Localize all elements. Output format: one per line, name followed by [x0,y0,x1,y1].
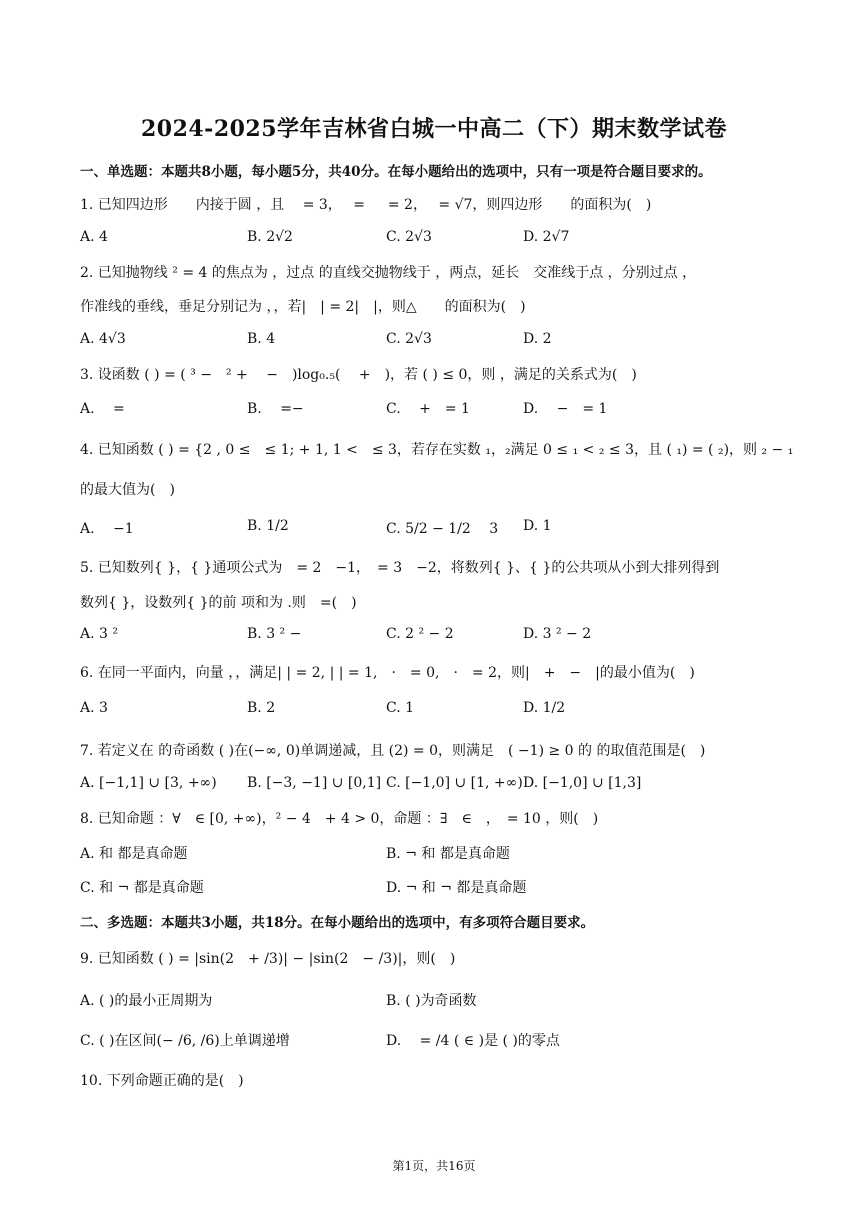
question-3-options [80,398,800,420]
question-3-stem: 3. 设函数 ( ) = ( ³ − ² + − )log₀.₅( + )，若 ( ) ≤ 0，则 ，满足的关系式为( ) [80,367,637,383]
option-d[interactable]: D. = /4 ( ∈ )是 ( )的零点 [386,1033,560,1049]
option-a[interactable]: A. −1 [80,521,134,537]
question-4-stem-line-2: 的最大值为( ) [80,482,175,498]
option-c[interactable]: C. 2√3 [386,229,432,245]
question-9-options-row-1 [80,990,800,1012]
option-c[interactable]: C. 1 [386,700,415,716]
option-a[interactable]: A. 3 ² [80,626,118,642]
question-2-options [80,331,800,353]
option-b[interactable]: B. 2 [247,700,276,716]
option-d[interactable]: D. 3 ² − 2 [523,626,592,642]
option-b[interactable]: B. 1/2 [247,518,289,534]
option-b[interactable]: B. ¬ 和 都是真命题 [386,846,510,862]
option-d[interactable]: D. ¬ 和 ¬ 都是真命题 [386,880,527,896]
question-1-stem: 1. 已知四边形 内接于圆 ，且 = 3， = = 2， = √7，则四边形 的面积为( ) [80,197,652,213]
option-b[interactable]: B. 2√2 [247,229,293,245]
question-4-options [80,518,800,540]
question-8-options-row-2 [80,877,800,899]
question-5-stem-line-2: 数列{ }，设数列{ }的前 项和为 .则 =( ) [80,595,357,611]
question-2-stem-line-1: 2. 已知抛物线 ² = 4 的焦点为 ，过点 的直线交抛物线于 ，两点，延长 交准线于点 ，分别过点 ， [80,265,697,281]
question-7-options [80,775,800,797]
question-9-stem: 9. 已知函数 ( ) = |sin(2 + /3)| − |sin(2 − /3)|，则( ) [80,951,456,967]
page-footer: 第1页，共16页 [392,1159,476,1173]
option-a[interactable]: A. [−1,1] ∪ [3, +∞) [80,775,217,791]
question-8-options-row-1 [80,843,800,865]
question-5-options [80,626,800,648]
option-b[interactable]: B. =− [247,401,304,417]
exam-title: 2024-2025学年吉林省白城一中高二（下）期末数学试卷 [140,116,728,142]
option-b[interactable]: B. [−3, −1] ∪ [0,1] [247,775,382,791]
question-2-stem-line-2: 作准线的垂线，垂足分别记为 ，，若| | = 2| |，则△ 的面积为( ) [80,299,526,315]
question-10-stem: 10. 下列命题正确的是( ) [80,1073,244,1089]
option-b[interactable]: B. ( )为奇函数 [386,993,477,1009]
section-heading-single-choice: 一、单选题：本题共8小题，每小题5分，共40分。在每小题给出的选项中，只有一项是符合题目要求的。 [80,164,712,180]
option-a[interactable]: A. 4 [80,229,108,245]
option-a[interactable]: A. 和 都是真命题 [80,846,188,862]
option-d[interactable]: D. 1 [523,518,552,534]
option-d[interactable]: D. 2√7 [523,229,570,245]
option-d[interactable]: D. 2 [523,331,552,347]
option-a[interactable]: A. ( )的最小正周期为 [80,993,213,1009]
section-heading-multiple-choice: 二、多选题：本题共3小题，共18分。在每小题给出的选项中，有多项符合题目要求。 [80,915,595,931]
option-a[interactable]: A. = [80,401,125,417]
option-c[interactable]: C. ( )在区间(− /6, /6)上单调递增 [80,1033,290,1049]
question-9-options-row-2 [80,1030,800,1052]
question-6-options [80,700,800,722]
question-7-stem: 7. 若定义在 的奇函数 ( )在(−∞, 0)单调递减，且 (2) = 0，则满足 ( −1) ≥ 0 的 的取值范围是( ) [80,743,706,759]
option-a[interactable]: A. 3 [80,700,108,716]
option-b[interactable]: B. 4 [247,331,276,347]
option-d[interactable]: D. − = 1 [523,401,608,417]
option-c[interactable]: C. 2 ² − 2 [386,626,454,642]
option-c[interactable]: C. 和 ¬ 都是真命题 [80,880,204,896]
question-4-stem-line-1: 4. 已知函数 ( ) = {2 , 0 ≤ ≤ 1; + 1, 1 < ≤ 3，若存在实数 ₁，₂满足 0 ≤ ₁ < ₂ ≤ 3，且 ( ₁) = ( ₂)，则 ₂ − ₁ [80,442,794,458]
option-d[interactable]: D. 1/2 [523,700,566,716]
question-1-options [80,229,800,251]
option-b[interactable]: B. 3 ² − [247,626,302,642]
option-c[interactable]: C. 5/2 − 1/2 3 [386,521,499,537]
question-6-stem: 6. 在同一平面内，向量 ，，满足| | = 2, | | = 1, · = 0, · = 2，则| + − |的最小值为( ) [80,665,695,681]
option-a[interactable]: A. 4√3 [80,331,126,347]
option-c[interactable]: C. 2√3 [386,331,432,347]
question-5-stem-line-1: 5. 已知数列{ }，{ }通项公式为 = 2 −1， = 3 −2，将数列{ }、{ }的公共项从小到大排列得到 [80,560,720,576]
question-8-stem: 8. 已知命题 ：∀ ∈ [0, +∞)，² − 4 + 4 > 0，命题 ：∃ ∈ ， = 10 ，则( ) [80,811,599,827]
option-c[interactable]: C. [−1,0] ∪ [1, +∞) [386,775,523,791]
option-c[interactable]: C. + = 1 [386,401,470,417]
option-d[interactable]: D. [−1,0] ∪ [1,3] [523,775,642,791]
